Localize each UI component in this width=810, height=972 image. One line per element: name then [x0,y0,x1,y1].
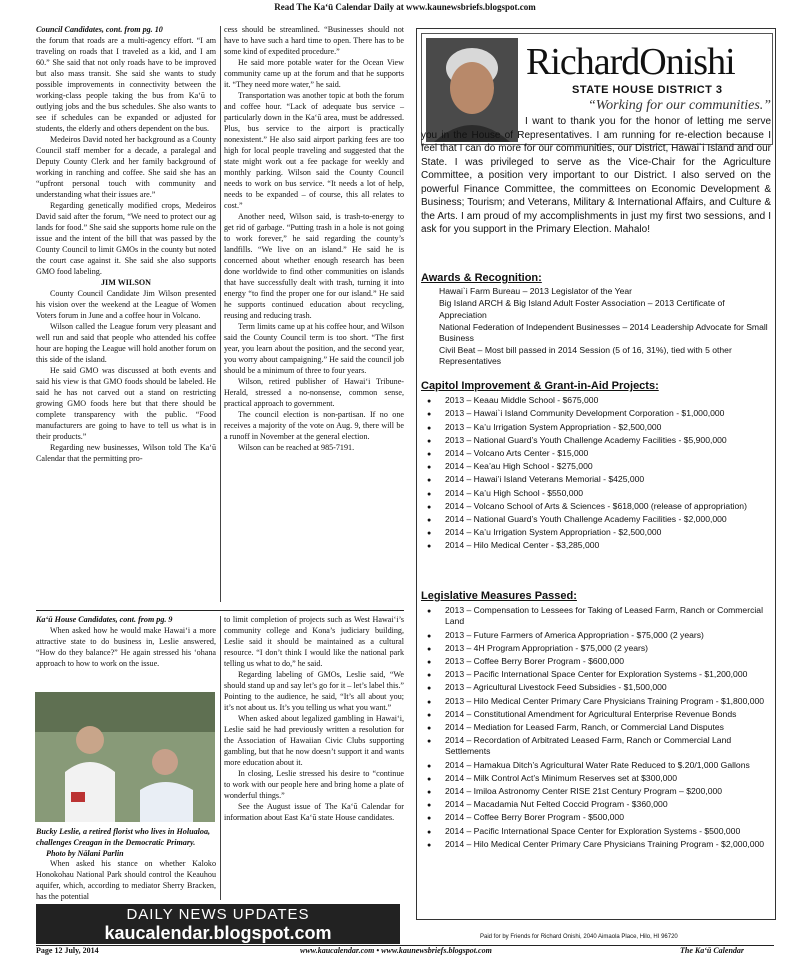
photo-credit: Photo by Nālani Parlin [46,849,124,858]
house-continuation-head: Ka‘ū House Candidates, cont. from pg. 9 [36,615,173,624]
list-item: ● 2014 – Recordation of Arbitrated Leased Farm, Ranch or Commercial Land Settlements [437,735,771,757]
list-item: ● 2013 – 4H Program Appropriation - $75,000 (2 years) [437,643,771,654]
paragraph: Term limits came up at his coffee hour, and Wilson said the County Council term is too short. “The first year, you learn about the position, and the second year, you worry about campaigning.” He said the council job should be a minimum of three to four years. [224,322,404,375]
name-last: Onishi [639,41,735,83]
list-item: ● 2013 – Hawai`i Island Community Development Corporation - $1,000,000 [437,408,771,419]
list-item: ● 2014 – Pacific International Space Center for Exploration Systems - $500,000 [437,826,771,837]
house-paragraphs-tail [36,858,216,902]
paragraph: County Council Candidate Jim Wilson presented his vision over the weekend at the League of Women Voters forum in June and a coffee hour in Volcano. [36,289,216,320]
list-item: ● 2013 – Future Farmers of America Appropriation - $75,000 (2 years) [437,630,771,641]
paid-for-note: Paid for by Friends for Richard Onishi, 2040 Aimaola Place, Hilo, HI 96720 [480,934,678,940]
council-col-2 [224,24,404,453]
house-paragraphs [36,625,216,669]
house-paragraphs-cont [224,614,404,823]
paragraph: When asked how he would make Hawai‘i a more attractive state to do business in, Leslie answered, “How do they balance?” He again stressed his ‘ohana approach to how to work on the issue. [36,626,216,668]
paragraph: cess should be streamlined. “Businesses should not have to have such a hard time to open. There has to be some kind of expedited procedure.” [224,25,404,56]
banner-line-1: DAILY NEWS UPDATES [126,906,310,923]
list-item: ● 2013 – Keaau Middle School - $675,000 [437,395,771,406]
daily-news-banner[interactable] [36,904,400,944]
list-item: ● 2014 – Hawai’i Island Veterans Memorial - $425,000 [437,474,771,485]
column-rule-2 [220,616,221,900]
photo-image [35,692,215,822]
paragraph: Medeiros David noted her background as a County Council staff member for a decade, a paralegal and Deputy County Clerk and her family background of working in ranching and coffee. She said she has an “upfront personal touch with community and understanding what their issues are.” [36,135,216,199]
paragraph: to limit completion of projects such as West Hawai‘i’s community college and Kona’s judiciary building, Leslie said it should be maintained as a cultural resource. “I don’t think I would like the national park telling us what to do,” he said. [224,615,404,668]
paragraph: Wilson called the League forum very pleasant and well run and said that people who attended his coffee hour are hoping the League will hold another forum on this side of the island. [36,322,216,364]
paragraph: Regarding genetically modified crops, Medeiros David said after the forum, “We need to protect our ag lands for food.” She said she supports home rule on the issue and the intent of the bill that was passed by the County Council to limit GMOs in the county but noted the court case against it. She said she also supports GMO food labeling. [36,201,216,276]
list-item: ● 2013 – National Guard’s Youth Challenge Academy Facilities - $5,900,000 [437,435,771,446]
paragraph: When asked about legalized gambling in Hawai‘i, Leslie said he had previously written a resolution for the Association of Hawaiian Civic Clubs supporting gambling, but that he now doesn’t support it and wants more education about it. [224,714,404,767]
capital-section [421,381,771,554]
list-item: ● 2014 – Milk Control Act’s Minimum Reserves set at $300,000 [437,773,771,784]
capital-title: Capitol Improvement & Grant-in-Aid Projects: [421,380,659,392]
list-item: Big Island ARCH & Big Island Adult Foster Association – 2013 Certificate of Appreciation [439,298,725,320]
banner-line-2[interactable]: kaucalendar.blogspot.com [104,923,332,943]
article-divider [36,610,404,611]
list-item: ● 2014 – Ka’u Irrigation System Appropriation - $2,500,000 [437,527,771,538]
list-item: ● 2014 – Coffee Berry Borer Program - $500,000 [437,812,771,823]
list-item: ● 2014 – Ka’u High School - $550,000 [437,488,771,499]
continuation-head: Council Candidates, cont. from pg. 10 [36,25,163,34]
caption-text: Bucky Leslie, a retired florist who lives in Holualoa, challenges Creagan in the Democratic Primary. [36,827,211,847]
council-col-1 [36,24,216,464]
list-item: ● 2014 – National Guard’s Youth Challenge Academy Facilities - $2,000,000 [437,514,771,525]
house-col-2 [224,614,404,823]
paragraph: Regarding labeling of GMOs, Leslie said, “We should stand up and say let’s go for it – let’s label this.” Pointing to the audience, he said, “It’s all about you; it’s not about us. It’s you telling us what you want.” [224,670,404,712]
list-item: ● 2013 – Compensation to Lessees for Taking of Leased Farm, Ranch or Commercial Land [437,605,771,627]
name-first: Richard [526,41,640,83]
list-item: ● 2014 – Imiloa Astronomy Center RISE 21st Century Program – $200,000 [437,786,771,797]
legis-title: Legislative Measures Passed: [421,590,577,602]
footer-paper: The Ka‘ū Calendar [680,946,745,955]
slogan: “Working for our communities.” [588,98,772,113]
legis-list [421,605,771,850]
paragraph: The council election is non-partisan. If no one receives a majority of the vote on Aug. 9, there will be a runoff in November at the general election. [224,410,404,441]
list-item: ● 2013 – Hilo Medical Center Primary Care Physicians Training Program - $1,800,000 [437,696,771,707]
paragraph: Regarding new businesses, Wilson told The Ka‘ū Calendar that the permitting pro- [36,443,216,463]
onishi-ad [416,28,776,920]
capital-list [421,395,771,551]
list-item: ● 2014 – Mediation for Leased Farm, Ranch, or Commercial Land Disputes [437,722,771,733]
list-item: ● 2014 – Kea’au High School - $275,000 [437,461,771,472]
house-col-1-tail [36,858,216,902]
list-item: ● 2014 – Volcano Arts Center - $15,000 [437,448,771,459]
council-paragraphs [36,35,216,277]
paragraph: Wilson can be reached at 985-7191. [238,443,355,452]
list-item: ● 2013 – Agricultural Livestock Feed Subsidies - $1,500,000 [437,682,771,693]
list-item: Hawai`i Farm Bureau – 2013 Legislator of the Year [439,286,632,297]
footer-sites[interactable]: www.kaucalendar.com • www.kaunewsbriefs.blogspot.com [300,946,492,955]
ad-intro: I want to thank you for the honor of letting me serve you in the House of Representatives. I am running for re-election because I feel that I can do more for our communities, our District, Hawai`i Island and our State. I was privileged to serve as the Vice-Chair for the Agriculture Committee, a position very important to our District. I also served on the powerful Finance Committee, the committees on Economic Development & Business; Tourism; and Veterans, Military & International Affairs, and Culture & the Arts. I am proud of my accomplishments in just my first two sessions, and I ask for you support in the Primary Election. Mahalo! [421,116,771,235]
house-col-1 [36,614,216,669]
paragraph: the forum that roads are a multi-agency effort. “I am traveling on roads that I traveled as a kid, and I am 60.” She said that not only roads have to be improved but also mass transit. She said she wants to study possible improvements in connectivity between the working-class people taking the bus from Ka‘ū to outlying jobs and the bus schedules. She also wants to see if schedules can be expanded or adjusted for students, the elderly and others dependent on the bus. [36,36,216,133]
list-item: ● 2014 – Hilo Medical Center - $3,285,000 [437,540,771,551]
photo-candidates [35,692,215,822]
paragraph: Wilson, retired publisher of Hawai‘i Tribune-Herald, stressed a no-nonsense, common sense, practical approach to government. [224,377,404,408]
list-item: ● 2014 – Macadamia Nut Felted Coccid Program - $360,000 [437,799,771,810]
paragraph: He said GMO was discussed at both events and said his view is that GMO foods should be labeled. He said he has not carved out a stand on restricting growing GMO foods here but that there should be complete transparency with the public. “Food manufacturers are going to have to tell us what is in their products.” [36,366,216,441]
list-item: ● 2013 – Pacific International Space Center for Exploration Systems - $1,200,000 [437,669,771,680]
awards-section [421,273,771,369]
wilson-paragraphs-cont [224,24,404,453]
paragraph: When asked his stance on whether Kaloko Honokohau National Park should control the Keauhou aquifer, which, according to mediator Sherry Bracken, has the potential [36,859,216,901]
running-head: Read The Kaʻū Calendar Daily at www.kaunewsbriefs.blogspot.com [274,2,536,12]
paragraph: See the August issue of The Ka‘ū Calendar for information about East Ka‘ū state House candidates. [224,802,404,822]
paragraph: In closing, Leslie stressed his desire to “continue to work with our people here and bring home a plate of wonderful things.” [224,769,404,800]
column-rule [220,26,221,602]
list-item: ● 2014 – Hilo Medical Center Primary Care Physicians Training Program - $2,000,000 [437,839,771,850]
list-item: ● 2014 – Constitutional Amendment for Agricultural Enterprise Revenue Bonds [437,709,771,720]
list-item: ● 2014 – Hamakua Ditch’s Agricultural Water Rate Reduced to $.20/1,000 Gallons [437,760,771,771]
district-label: STATE HOUSE DISTRICT 3 [572,84,723,96]
footer-page: Page 12 July, 2014 [36,946,99,955]
photo-caption [36,826,216,859]
list-item: ● 2013 – Ka’u Irrigation System Appropriation - $2,500,000 [437,422,771,433]
subhead-jim-wilson: JIM WILSON [101,278,151,287]
list-item: ● 2014 – Volcano School of Arts & Sciences - $618,000 (release of appropriation) [437,501,771,512]
candidate-name [526,40,735,84]
paragraph: Transportation was another topic at both the forum and coffee hour. “Lack of adequate bus service – particularly down in the Ka‘ū area, must be addressed. Plus, bus service to the airport is practically nonexistent.” He also said airport parking fees are too high for local people traveling and suggested that the state might work out a fee package for weekly and monthly parking. Wilson said the County Council needs to work on bus service. “It needs a lot of help, needs to be expanded – of course, this all relates to cost.” [224,91,404,210]
paragraph: Another need, Wilson said, is trash-to-energy to get rid of garbage. “Putting trash in a hole is not going to work forever,” he said regarding the county’s landfills. “We live on an island.” He said he is concerned about whether enough research has been done worldwide to find other communities on islands that have successfully dealt with trash, turning it into energy “to find the proper one for our island.” He said he supports continued education about recycling, reusing and reducing trash. [224,212,404,320]
paragraph: He said more potable water for the Ocean View community came up at the forum and that he supports it. “They need more water,” he said. [224,58,404,89]
awards-list [421,286,771,367]
list-item: National Federation of Independent Businesses – 2014 Leadership Advocate for Small Business [439,321,768,344]
list-item: ● 2013 – Coffee Berry Borer Program - $600,000 [437,656,771,667]
awards-title: Awards & Recognition: [421,272,542,284]
wilson-paragraphs [36,288,216,464]
legis-section [421,591,771,852]
list-item: Civil Beat – Most bill passed in 2014 Session (5 of 16, 31%), tied with 5 other Representatives [439,345,732,367]
